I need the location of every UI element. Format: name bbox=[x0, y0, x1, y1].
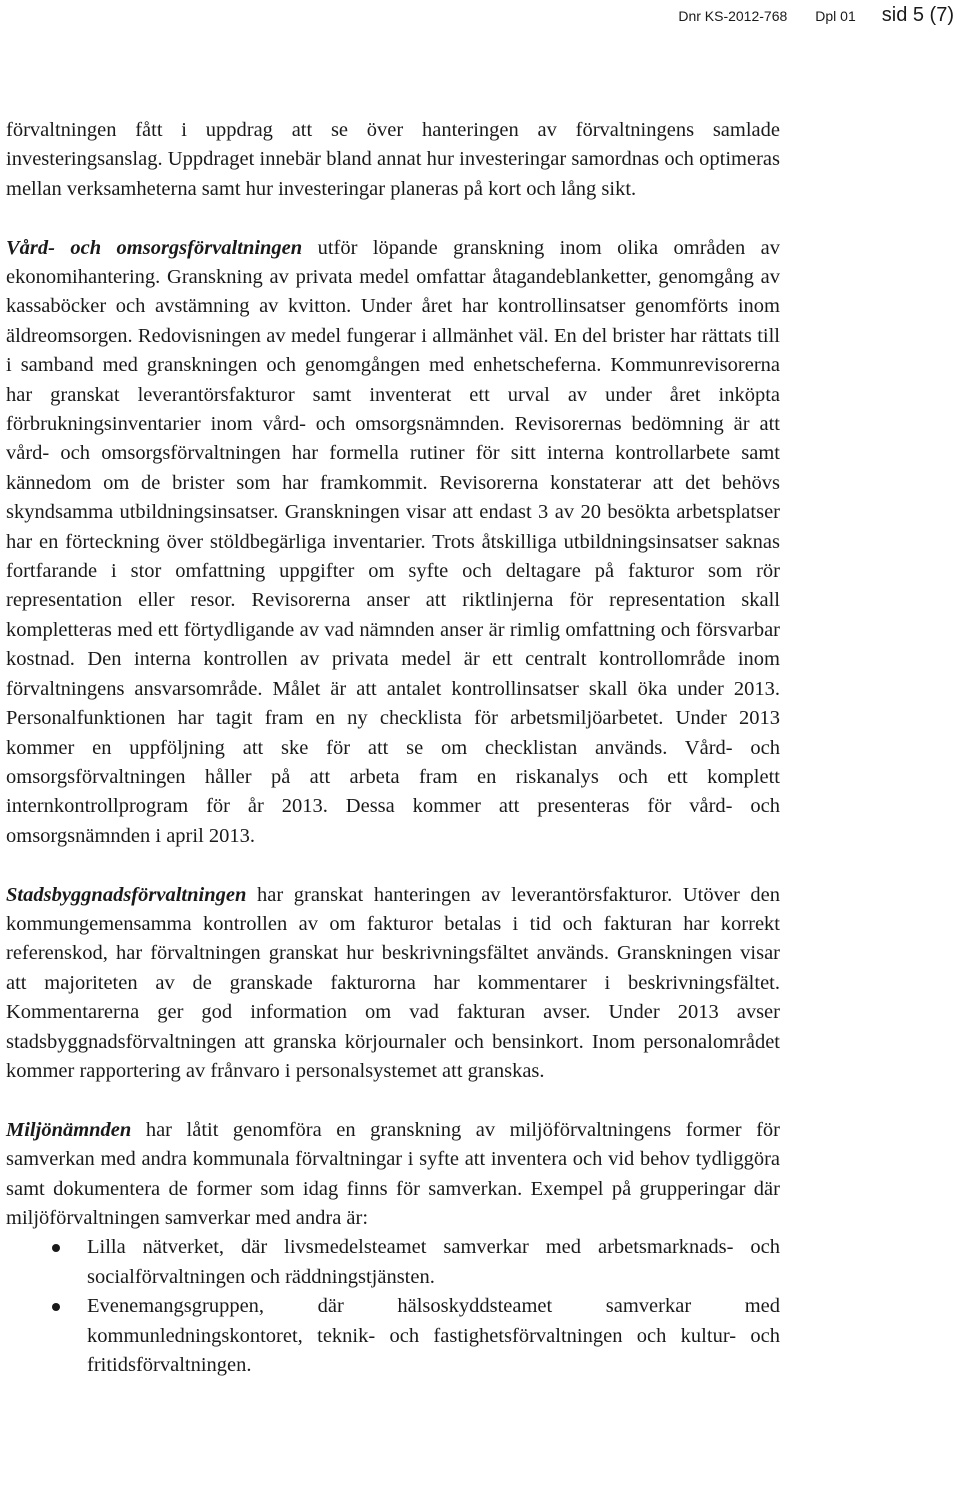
page-header bbox=[678, 4, 954, 28]
paragraph-stadsbyggnad bbox=[6, 881, 780, 1087]
list-item-text: Evenemangsgruppen, där hälsoskyddsteamet samverkar med kommunledningskontoret, teknik- och fastighetsförvaltningen och kultur- och fritidsförvaltningen. bbox=[87, 1295, 780, 1377]
list-item bbox=[6, 1292, 780, 1380]
paragraph-lead-miljo: Miljönämnden bbox=[6, 1118, 132, 1141]
list-item bbox=[6, 1233, 780, 1292]
paragraph-miljo bbox=[6, 1116, 780, 1234]
paragraph-text-stadsbyggnad: har granskat hanteringen av leverantörsfakturor. Utöver den kommungemensamma kontrollen av om fakturor betalas i tid och fakturan har korrekt referenskod, har förvaltningen granskat hur beskrivningsfältet används. Granskningen visar att majoriteten av de granskade fakturorna har kommentarer i beskrivningsfältet. Kommentarerna ger god information om vad fakturan avser. Under 2013 avser stadsbyggnadsförvaltningen att granska körjournaler och bensinkort. Inom personalområdet kommer rapportering av frånvaro i personalsystemet att granskas. bbox=[6, 883, 780, 1082]
document-number: Dnr KS-2012-768 bbox=[678, 8, 788, 24]
paragraph-vard-omsorg bbox=[6, 234, 780, 852]
bullet-icon bbox=[52, 1303, 60, 1311]
page-number: sid 5 (7) bbox=[881, 4, 954, 26]
bullet-list bbox=[6, 1233, 780, 1380]
paragraph-text-miljo: har låtit genomföra en granskning av miljöförvaltningens former för samverkan med andra kommunala förvaltningar i syfte att inventera och vid behov tydliggöra samt dokumentera de former som idag finns för samverkan. Exempel på grupperingar där miljöförvaltningen samverkar med andra är: bbox=[6, 1118, 780, 1229]
paragraph-text-vard-omsorg: utför löpande granskning inom olika områden av ekonomihantering. Granskning av privata medel omfattar åtagandeblanketter, genomgång av kassaböcker och avstämning av kvitton. Under året har kontrollinsatser genomförts inom äldreomsorgen. Redovisningen av medel fungerar i allmänhet väl. En del brister har rättats till i samband med granskningen och genomgången med enhetscheferna. Kommunrevisorerna har granskat leverantörsfakturor samt inventerat ett urval av under året inköpta förbrukningsinventarier inom vård- och omsorgsnämnden. Revisorernas bedömning är att vård- och omsorgsförvaltningen har formella rutiner för sitt interna kontrollarbete samt kännedom om de brister som har framkommit. Revisorerna konstaterar att det behövs skyndsamma utbildningsinsatser. Granskningen visar att endast 3 av 20 besökta arbetsplatser har en förteckning över stöldbegärliga inventarier. Trots åtskilliga utbildningsinsatser saknas fortfarande i stor omfattning uppgifter om syfte och deltagare på fakturor som rör representation eller resor. Revisorerna anser att riktlinjerna för representation skall kompletteras med ett förtydligande av vad nämnden anser är rimlig omfattning och försvarbar kostnad. Den interna kontrollen av privata medel är ett centralt kontrollområde inom förvaltningens ansvarsområde. Målet är att antalet kontrollinsatser skall öka under 2013. Personalfunktionen har tagit fram en ny checklista för arbetsmiljöarbetet. Under 2013 kommer en uppföljning att ske för att se om checklistan används. Vård- och omsorgsförvaltningen håller på att arbeta fram en riskanalys och ett komplett internkontrollprogram för år 2013. Dessa kommer att presenteras för vård- och omsorgsnämnden i april 2013. bbox=[6, 236, 780, 847]
list-item-text: Lilla nätverket, där livsmedelsteamet samverkar med arbetsmarknads- och socialförvaltningen och räddningstjänsten. bbox=[87, 1236, 780, 1288]
document-part: Dpl 01 bbox=[815, 8, 856, 24]
paragraph-lead-stadsbyggnad: Stadsbyggnadsförvaltningen bbox=[6, 883, 247, 906]
paragraph-lead-vard-omsorg: Vård- och omsorgsförvaltningen bbox=[6, 236, 303, 259]
bullet-icon bbox=[52, 1244, 60, 1252]
paragraph-investments: förvaltningen fått i uppdrag att se över hanteringen av förvaltningens samlade investeringsanslag. Uppdraget innebär bland annat hur investeringar samordnas och optimeras mellan verksamheterna samt hur investeringar planeras på kort och lång sikt. bbox=[6, 119, 780, 200]
document-body bbox=[6, 116, 780, 1380]
